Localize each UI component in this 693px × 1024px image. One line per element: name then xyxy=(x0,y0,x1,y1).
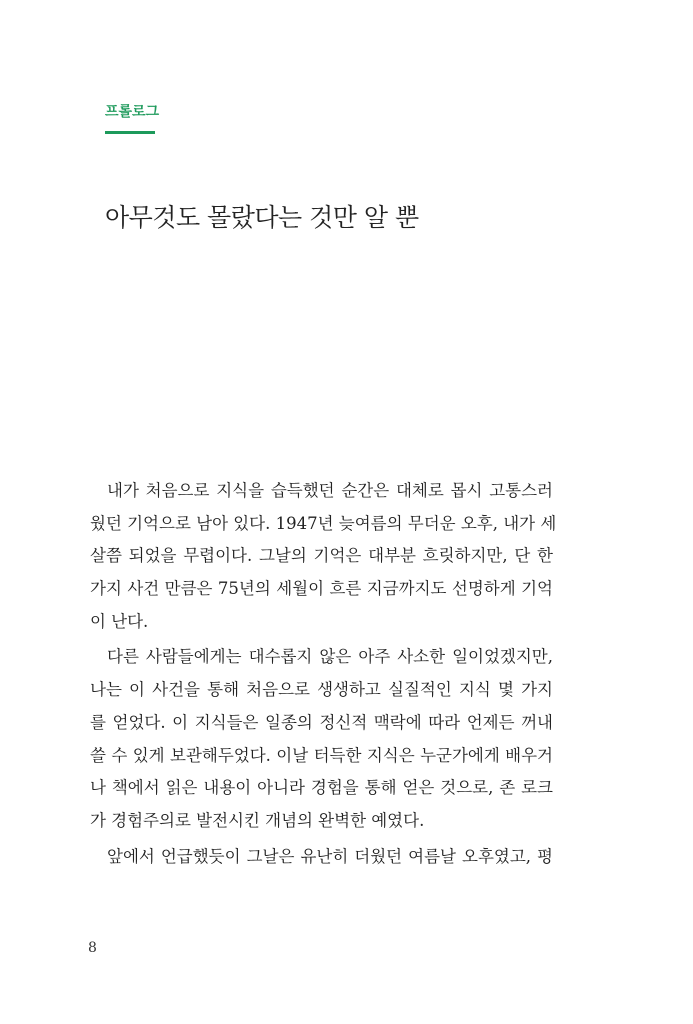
text-line: 가 경험주의로 발전시킨 개념의 완벽한 예였다. xyxy=(90,810,425,830)
paragraph xyxy=(90,841,553,874)
text-line: 살쯤 되었을 무렵이다. 그날의 기억은 대부분 흐릿하지만, 단 한 xyxy=(90,546,553,566)
section-underline xyxy=(105,131,155,134)
text-line: 다른 사람들에게는 대수롭지 않은 아주 사소한 일이었겠지만, xyxy=(107,647,553,667)
paragraph xyxy=(90,641,553,837)
text-line: 를 얻었다. 이 지식들은 일종의 정신적 맥락에 따라 언제든 꺼내 xyxy=(90,712,553,732)
text-line: 앞에서 언급했듯이 그날은 유난히 더웠던 여름날 오후였고, 평 xyxy=(107,846,553,866)
page-number: 8 xyxy=(88,940,97,956)
text-line: 가지 사건 만큼은 75년의 세월이 흐른 지금까지도 선명하게 기억 xyxy=(90,579,553,599)
text-line: 나는 이 사건을 통해 처음으로 생생하고 실질적인 지식 몇 가지 xyxy=(90,680,553,700)
text-line: 내가 처음으로 지식을 습득했던 순간은 대체로 몹시 고통스러 xyxy=(107,481,553,500)
section-label: 프롤로그 xyxy=(105,104,160,120)
text-line: 나 책에서 읽은 내용이 아니라 경험을 통해 얻은 것으로, 존 로크 xyxy=(90,778,553,798)
text-line: 쓸 수 있게 보관해두었다. 이날 터득한 지식은 누군가에게 배우거 xyxy=(90,745,553,765)
body-text xyxy=(90,475,557,873)
text-line: 이 난다. xyxy=(90,611,149,631)
paragraph xyxy=(90,475,557,638)
chapter-title: 아무것도 몰랐다는 것만 알 뿐 xyxy=(105,203,419,232)
text-line: 웠던 기억으로 남아 있다. 1947년 늦여름의 무더운 오후, 내가 세 xyxy=(90,513,557,533)
